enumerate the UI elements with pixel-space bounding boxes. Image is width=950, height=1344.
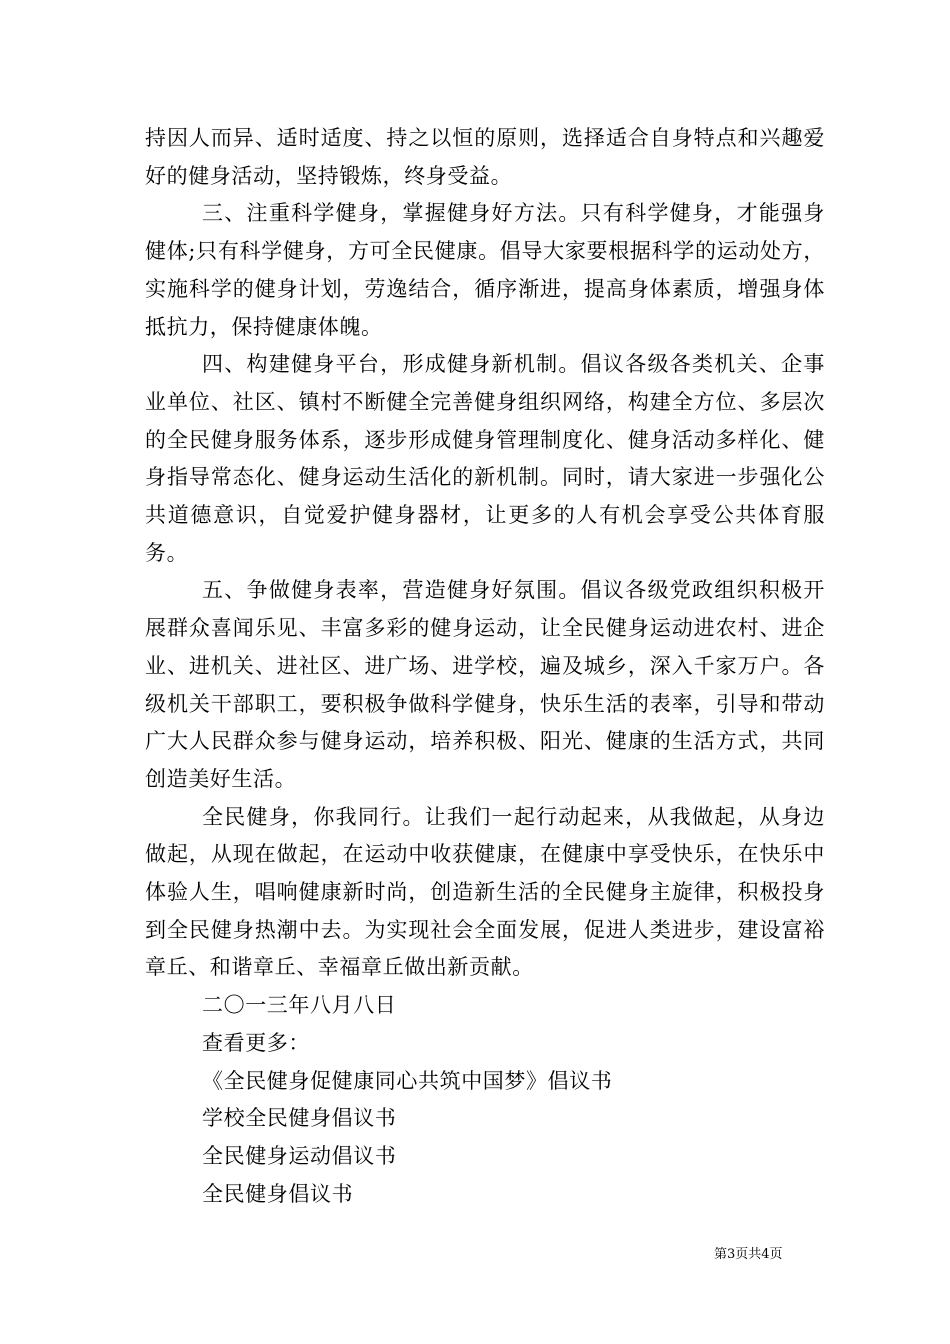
related-link-4[interactable]: 全民健身倡议书 (202, 1181, 354, 1206)
related-link-2[interactable]: 学校全民健身倡议书 (202, 1106, 397, 1131)
paragraph-fitness-model: 五、争做健身表率，营造健身好氛围。倡议各级党政组织积极开展群众喜闻乐见、丰富多彩的健身运动，让全民健身运动进农村、进企业、进机关、进社区、进广场、进学校，遍及城乡，深入千家万户。各级机关干部职工，要积极争做科学健身，快乐生活的表率，引导和带动广大人民群众参与健身运动，培养积极、阳光、健康的生活方式，共同创造美好生活。 (145, 578, 825, 791)
related-link-1[interactable]: 《全民健身促健康同心共筑中国梦》倡议书 (202, 1068, 613, 1093)
paragraph-fitness-platform: 四、构建健身平台，形成健身新机制。倡议各级各类机关、企事业单位、社区、镇村不断健全完善健身组织网络，构建全方位、多层次的全民健身服务体系，逐步形成健身管理制度化、健身活动多样化、健身指导常态化、健身运动生活化的新机制。同时，请大家进一步强化公共道德意识，自觉爱护健身器材，让更多的人有机会享受公共体育服务。 (145, 352, 825, 565)
paragraph-scientific-fitness: 三、注重科学健身，掌握健身好方法。只有科学健身，才能强身健体;只有科学健身，方可全民健康。倡导大家要根据科学的运动处方，实施科学的健身计划，劳逸结合，循序渐进，提高身体素质，增强身体抵抗力，保持健康体魄。 (145, 201, 825, 339)
paragraph-principles-continuation: 持因人而异、适时适度、持之以恒的原则，选择适合自身特点和兴趣爱好的健身活动，坚持锻炼，终身受益。 (145, 126, 825, 188)
paragraph-closing-call: 全民健身，你我同行。让我们一起行动起来，从我做起，从身边做起，从现在做起，在运动中收获健康，在健康中享受快乐，在快乐中体验人生，唱响健康新时尚，创造新生活的全民健身主旋律，积极投身到全民健身热潮中去。为实现社会全面发展，促进人类进步，建设富裕章丘、和谐章丘、幸福章丘做出新贡献。 (145, 804, 825, 980)
document-body (145, 120, 825, 1213)
document-date: 二〇一三年八月八日 (202, 993, 397, 1018)
see-more-label: 查看更多： (202, 1030, 310, 1055)
page-number: 第3页共4页 (714, 1247, 783, 1262)
related-link-3[interactable]: 全民健身运动倡议书 (202, 1143, 397, 1168)
